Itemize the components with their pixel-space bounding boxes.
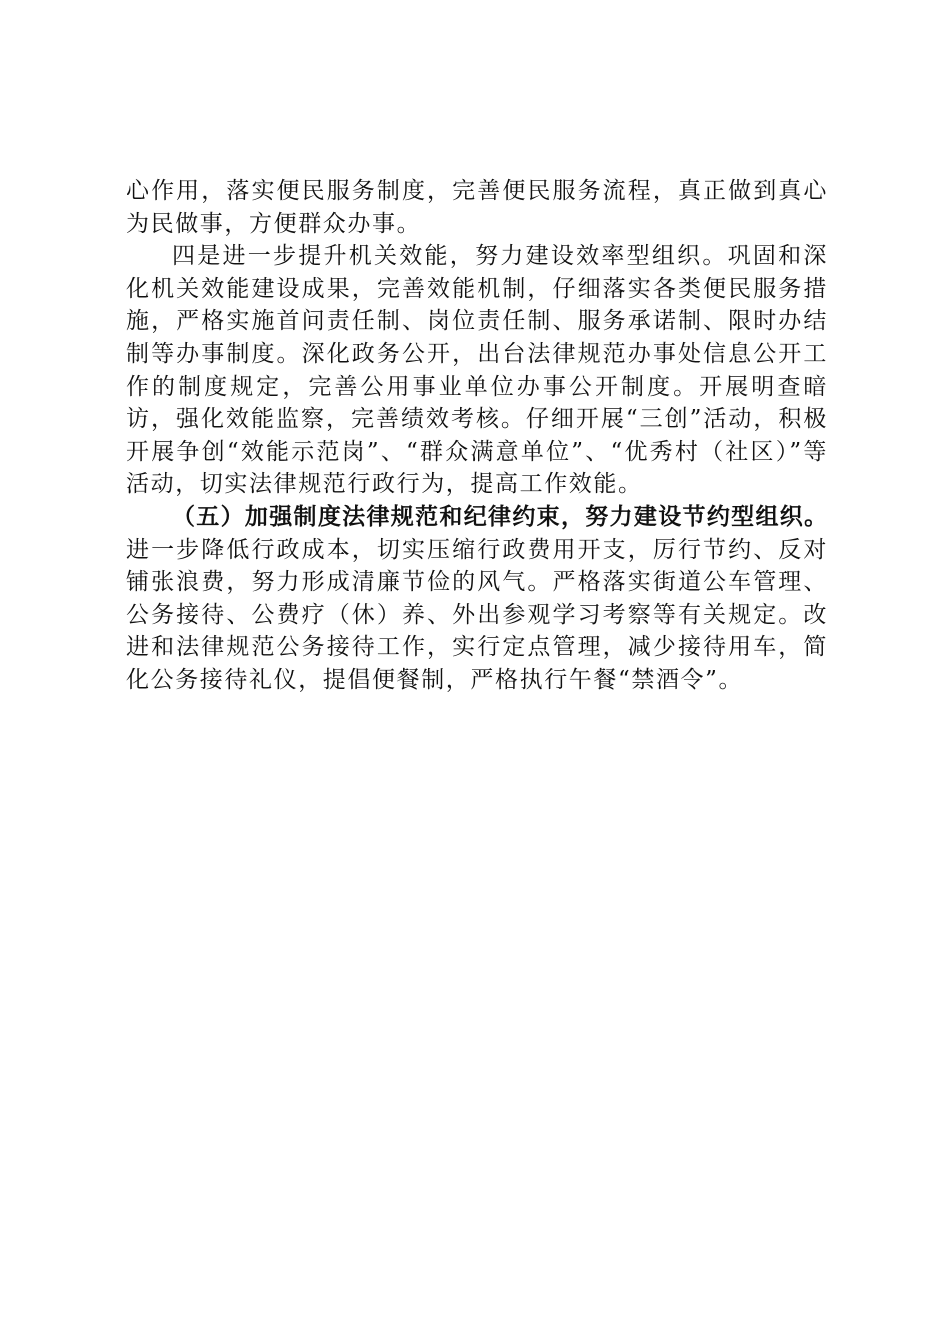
- paragraph-item-four: [126, 240, 828, 501]
- paragraph-continued-text: 心作用，落实便民服务制度，完善便民服务流程，真正做到真心为民做事，方便群众办事。: [126, 178, 828, 237]
- document-body: [126, 175, 828, 697]
- paragraph-item-four-text: 四是进一步提升机关效能，努力建设效率型组织。巩固和深化机关效能建设成果，完善效能机制，仔细落实各类便民服务措施，严格实施首问责任制、岗位责任制、服务承诺制、限时办结制等办事制度。深化政务公开，出台法律规范办事处信息公开工作的制度规定，完善公用事业单位办事公开制度。开展明查暗访，强化效能监察，完善绩效考核。仔细开展“三创”活动，积极开展争创“效能示范岗”、“群众满意单位”、“优秀村（社区）”等活动，切实法律规范行政行为，提高工作效能。: [126, 243, 828, 498]
- paragraph-section-five: [126, 501, 828, 697]
- section-five-heading: （五）加强制度法律规范和纪律约束，努力建设节约型组织。: [172, 503, 828, 530]
- paragraph-continued: [126, 175, 828, 240]
- section-five-body: 进一步降低行政成本，切实压缩行政费用开支，厉行节约、反对铺张浪费，努力形成清廉节俭的风气。严格落实街道公车管理、公务接待、公费疗（休）养、外出参观学习考察等有关规定。改进和法律规范公务接待工作，实行定点管理，减少接待用车，简化公务接待礼仪，提倡便餐制，严格执行午餐“禁酒令”。: [126, 536, 828, 693]
